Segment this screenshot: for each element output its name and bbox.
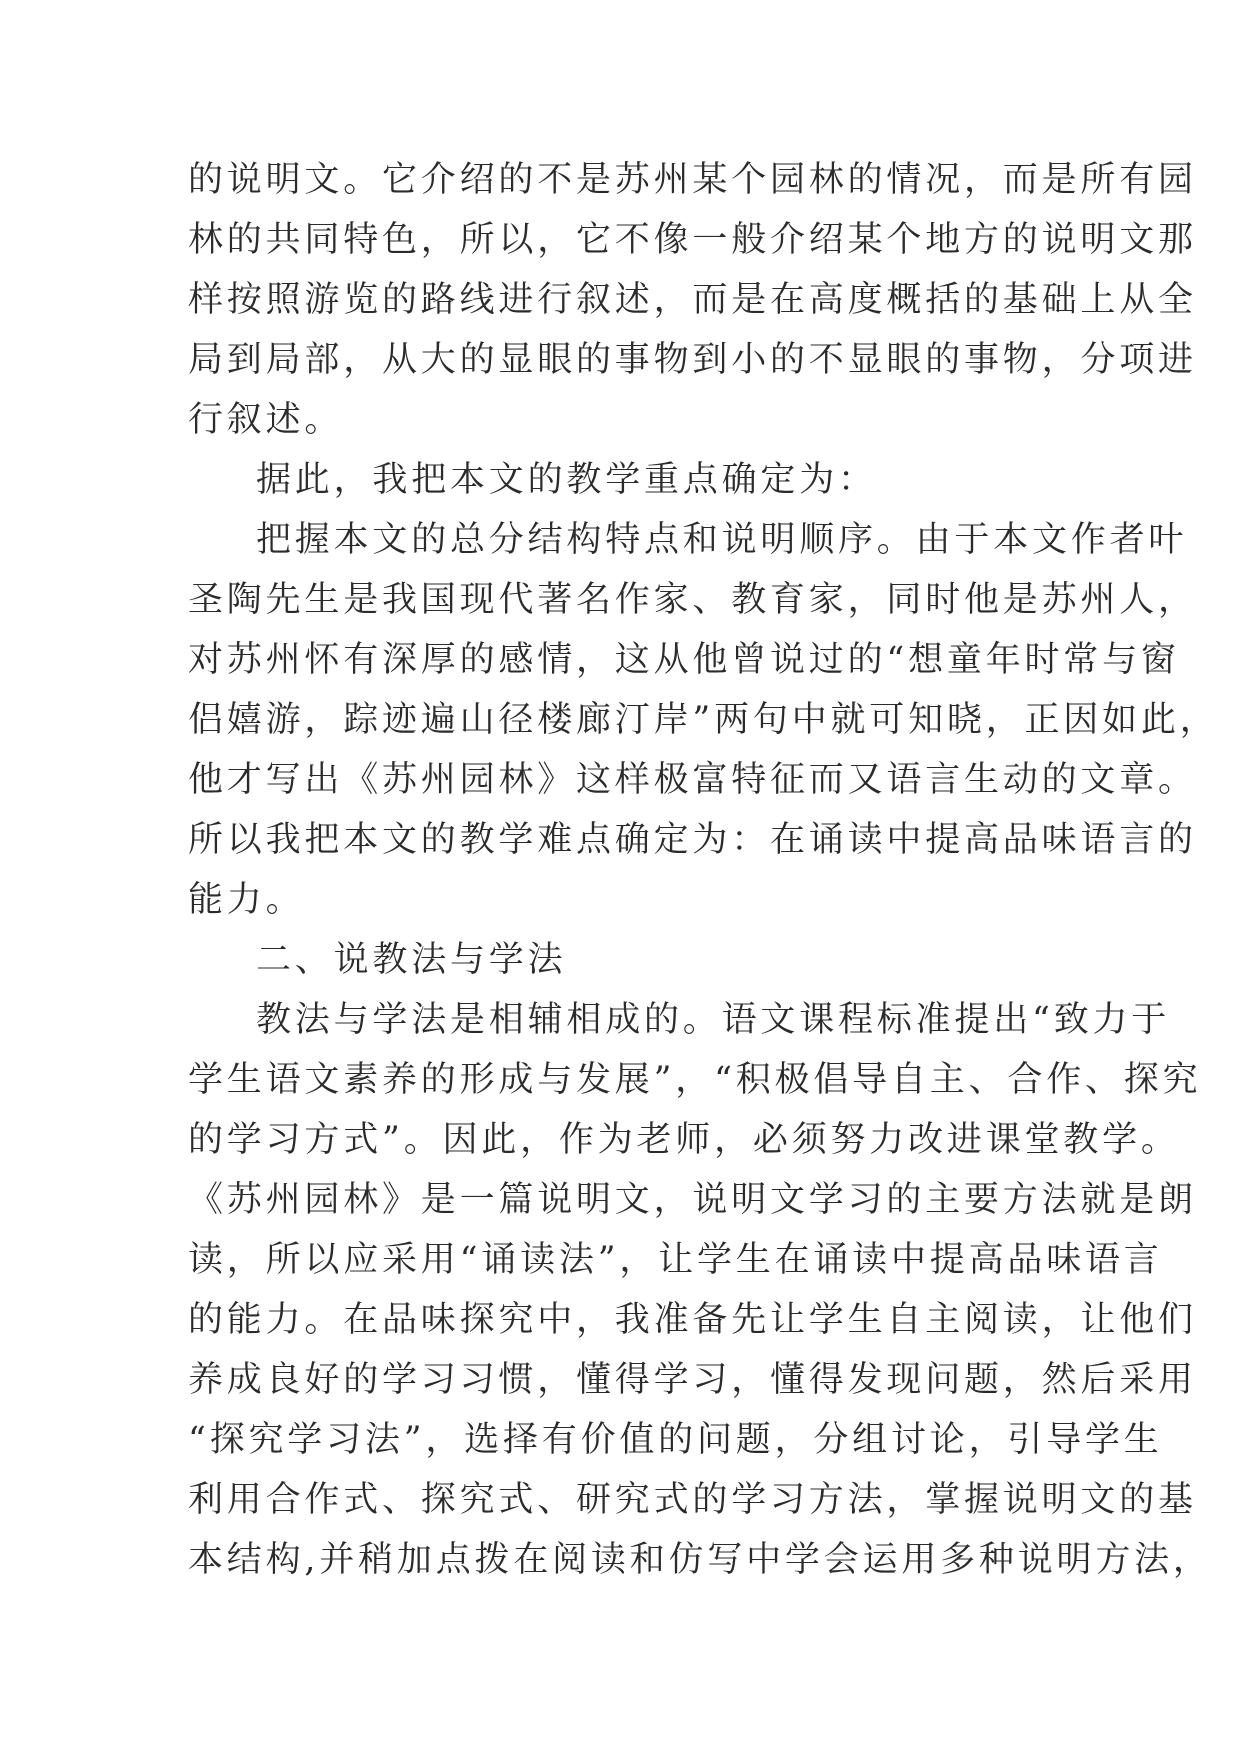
text-line: 学生语文素养的形成与发展”，“积极倡导自主、合作、探究 <box>188 1060 1202 1100</box>
text-line: 林的共同特色，所以，它不像一般介绍某个地方的说明文那 <box>188 220 1197 260</box>
text-line: 所以我把本文的教学难点确定为：在诵读中提高品味语言的 <box>188 820 1197 860</box>
text-line: 利用合作式、探究式、研究式的学习方法，掌握说明文的基 <box>188 1480 1197 1520</box>
text-line: 对苏州怀有深厚的感情，这从他曾说过的“想童年时常与窗 <box>188 640 1180 680</box>
text-line: 本结构,并稍加点拨在阅读和仿写中学会运用多种说明方法， <box>188 1540 1212 1580</box>
body-text <box>188 150 1219 1590</box>
text-line: 样按照游览的路线进行叙述，而是在高度概括的基础上从全 <box>188 280 1197 320</box>
text-line: 侣嬉游，踪迹遍山径楼廊汀岸”两句中就可知晓，正因如此， <box>188 700 1219 740</box>
text-line: 读，所以应采用“诵读法”，让学生在诵读中提高品味语言 <box>188 1240 1163 1280</box>
text-line: 把握本文的总分结构特点和说明顺序。由于本文作者叶 <box>256 520 1188 560</box>
text-line: 的学习方式”。因此，作为老师，必须努力改进课堂教学。 <box>188 1120 1180 1160</box>
section-heading: 二、说教法与学法 <box>256 940 567 980</box>
text-line: 圣陶先生是我国现代著名作家、教育家，同时他是苏州人， <box>188 580 1197 620</box>
text-line: 的说明文。它介绍的不是苏州某个园林的情况，而是所有园 <box>188 160 1197 200</box>
text-line: 他才写出《苏州园林》这样极富特征而又语言生动的文章。 <box>188 760 1197 800</box>
text-line: 的能力。在品味探究中，我准备先让学生自主阅读，让他们 <box>188 1300 1197 1340</box>
text-line: “探究学习法”，选择有价值的问题，分组讨论，引导学生 <box>188 1420 1163 1460</box>
text-line: 教法与学法是相辅相成的。语文课程标准提出“致力于 <box>256 1000 1171 1040</box>
text-line: 据此，我把本文的教学重点确定为： <box>256 460 877 500</box>
text-line: 养成良好的学习习惯，懂得学习，懂得发现问题，然后采用 <box>188 1360 1197 1400</box>
text-line: 能力。 <box>188 880 305 920</box>
text-line: 《苏州园林》是一篇说明文，说明文学习的主要方法就是朗 <box>188 1180 1197 1220</box>
text-line: 行叙述。 <box>188 400 344 440</box>
text-line: 局到局部，从大的显眼的事物到小的不显眼的事物，分项进 <box>188 340 1197 380</box>
